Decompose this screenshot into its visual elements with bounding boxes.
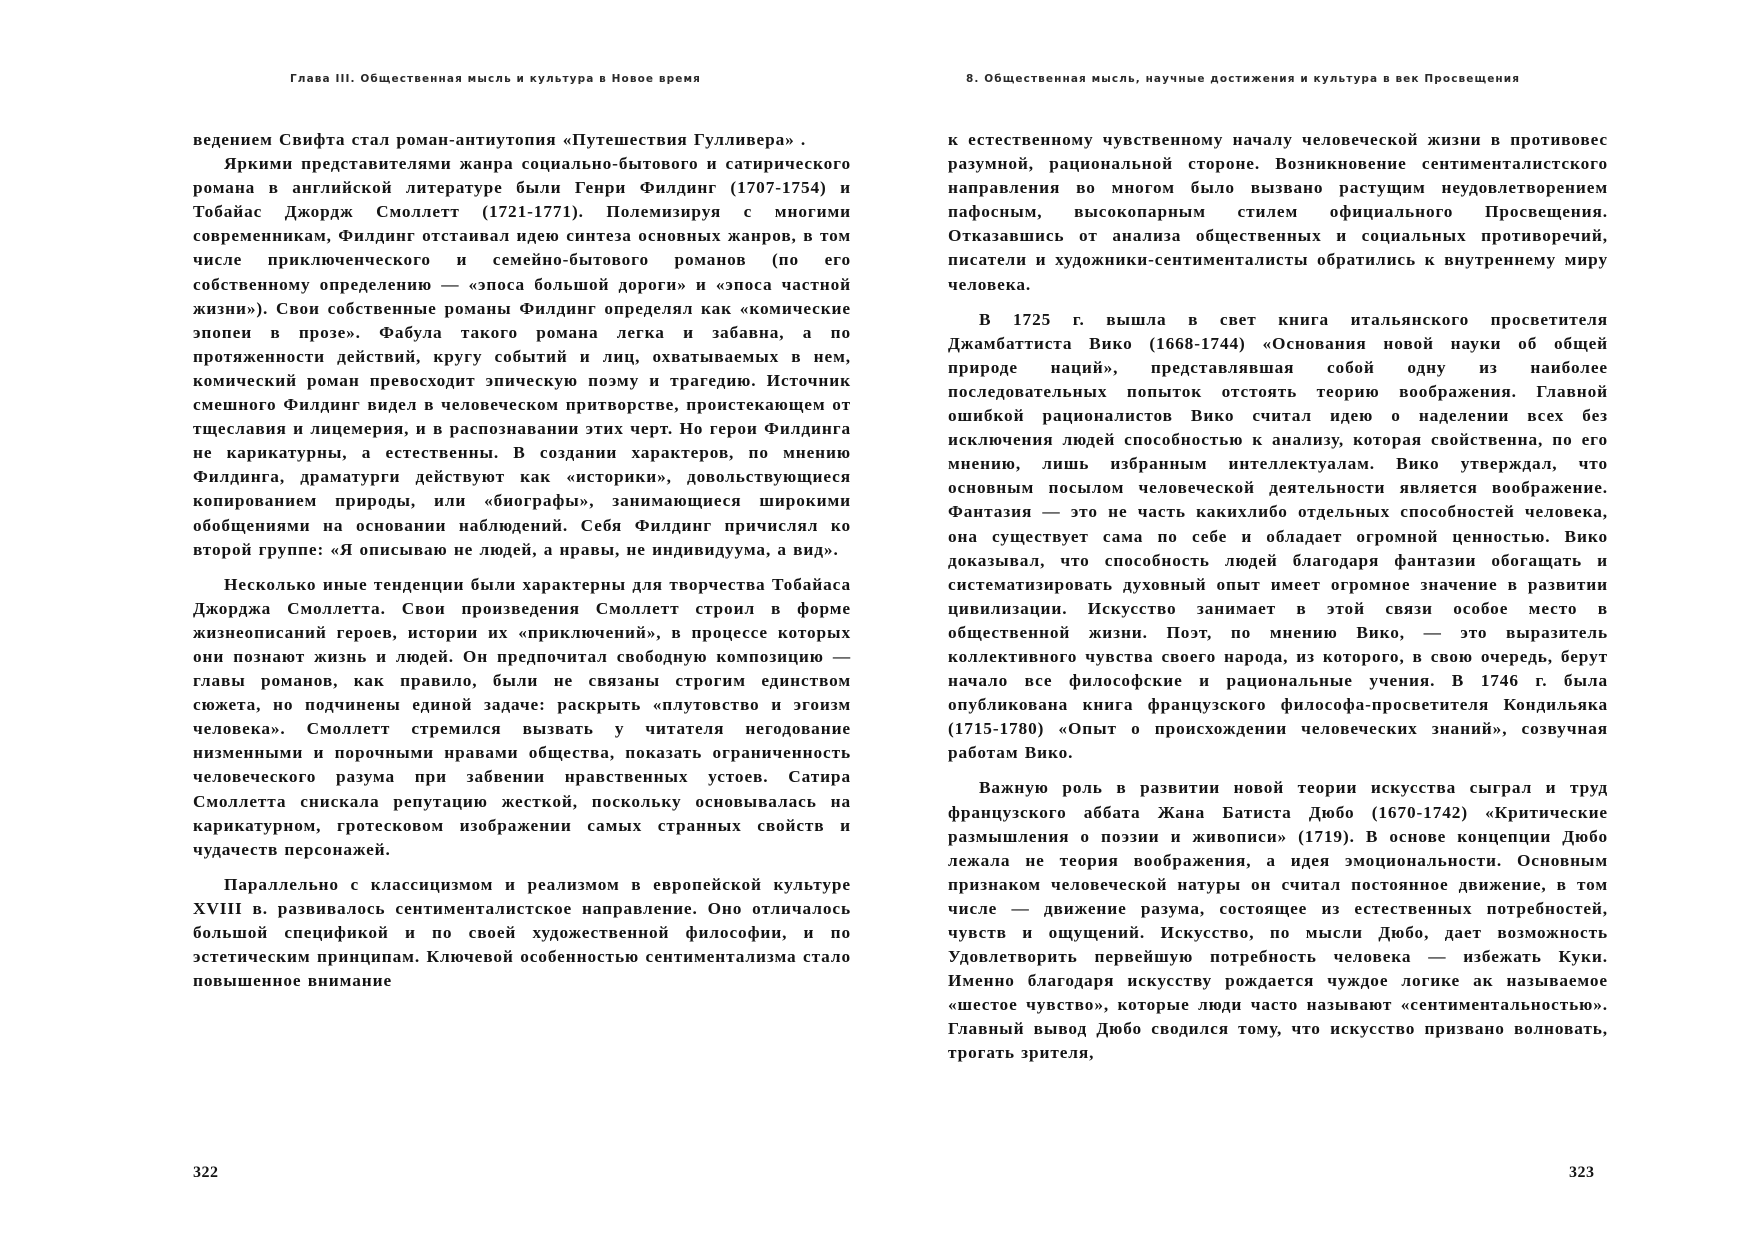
page-number: 322	[193, 1164, 219, 1181]
paragraph: ведением Свифта стал роман-антиутопия «Путешествия Гулливера» .	[193, 130, 807, 149]
paragraph: Яркими представителями жанра социально-бытового и сатирического романа в английской литературе были Генри Филдинг (1707-1754) и Тобайас Джордж Смоллетт (1721-1771). Полемизируя с многими современникам, Филдинг отстаивал идею синтеза основных жанров, в том числе приключенческого и семейно-бытового романов (по его собственному определению — «эпоса большой дороги» и «эпоса частной жизни»). Свои собственные романы Филдинг определял как «комические эпопеи в прозе». Фабула такого романа легка и забавна, а по протяженности действий, кругу событий и лиц, охватываемых в нем, комический роман превосходит эпическую поэму и трагедию. Источник смешного Филдинг видел в человеческом притворстве, проистекающем от тщеславия и лицемерия, и в распознавании этих черт. Но герои Филдинга не карикатурны, а естественны. В создании характеров, по мнению Филдинга, драматурги действуют как «историки», довольствующиеся копированием природы, или «биографы», занимающиеся широкими обобщениями на основании наблюдений. Себя Филдинг причислял ко второй группе: «Я описываю не людей, а нравы, не индивидуума, а вид».	[193, 154, 851, 559]
running-head: 8. Общественная мысль, научные достижения и культура в век Просвещения	[966, 73, 1521, 85]
page-number: 323	[1569, 1164, 1595, 1181]
body-text	[193, 128, 851, 993]
paragraph: В 1725 г. вышла в свет книга итальянского просветителя Джамбаттиста Вико (1668-1744) «Основания новой науки об общей природе наций», представлявшая собой одну из наиболее последовательных попыток отстоять теорию воображения. Главной ошибкой рационалистов Вико считал идею о наделении всех без исключения людей способностью к анализу, которая свойственна, по его мнению, лишь избранным интеллектуалам. Вико утверждал, что основным посылом человеческой деятельности является воображение. Фантазия — это не часть какихлибо отдельных способностей человека, она существует сама по себе и обладает огромной ценностью. Вико доказывал, что способность людей благодаря фантазии обогащать и систематизировать духовный опыт имеет огромное значение в развитии цивилизации. Искусство занимает в этой связи особое место в общественной жизни. Поэт, по мнению Вико, — это выразитель коллективного чувства своего народа, из которого, в свою очередь, берут начало все философские и рациональные учения. В 1746 г. была опубликована книга французского философа-просветителя Кондильяка (1715-1780) «Опыт о происхождении человеческих знаний», созвучная работам Вико.	[948, 309, 1608, 763]
paragraph: Несколько иные тенденции были характерны для творчества Тобайаса Джорджа Смоллетта. Свои произведения Смоллетт строил в форме жизнеописаний героев, истории их «приключений», в процессе которых они познают жизнь и людей. Он предпочитал свободную композицию — главы романов, как правило, были не связаны строгим единством сюжета, но подчинены единой задаче: раскрыть «плутовство и эгоизм человека». Смоллетт стремился вызвать у читателя негодование низменными и порочными нравами общества, показать ограниченность человеческого разума при забвении нравственных устоев. Сатира Смоллетта снискала репутацию жесткой, поскольку основывалась на карикатурном, гротесковом изображении самых странных свойств и чудачеств персонажей.	[193, 574, 851, 859]
body-text	[948, 128, 1608, 1066]
paragraph: к естественному чувственному началу человеческой жизни в противовес разумной, рациональной стороне. Возникновение сентименталистского направления во многом было вызвано растущим неудовлетворением пафосным, высокопарным стилем официального Просвещения. Отказавшись от анализа общественных и социальных противоречий, писатели и художники-сентименталисты обратились к внутреннему миру человека.	[948, 130, 1608, 294]
paragraph: Важную роль в развитии новой теории искусства сыграл и труд французского аббата Жана Батиста Дюбо (1670-1742) «Критические размышления о поэзии и живописи» (1719). В основе концепции Дюбо лежала не теория воображения, а идея эмоциональности. Основным признаком человеческой натуры он считал постоянное движение, в том числе — движение разума, состоящее из естественных потребностей, чувств и ощущений. Искусство, по мысли Дюбо, дает возможность Удовлетворить первейшую потребность человека — избежать Куки. Именно благодаря искусству рождается чуждое логике ак называемое «шестое чувство», которые люди часто называют «сентиментальностью». Главный вывод Дюбо сводился тому, что искусство призвано волновать, трогать зрителя,	[948, 778, 1608, 1063]
running-head: Глава III. Общественная мысль и культура в Новое время	[290, 73, 702, 85]
paragraph: Параллельно с классицизмом и реализмом в европейской культуре XVIII в. развивалось сентименталистское направление. Оно отличалось большой спецификой и по своей художественной философии, и по эстетическим принципам. Ключевой особенностью сентиментализма стало повышенное внимание	[193, 874, 851, 991]
right-page	[877, 0, 1754, 1239]
